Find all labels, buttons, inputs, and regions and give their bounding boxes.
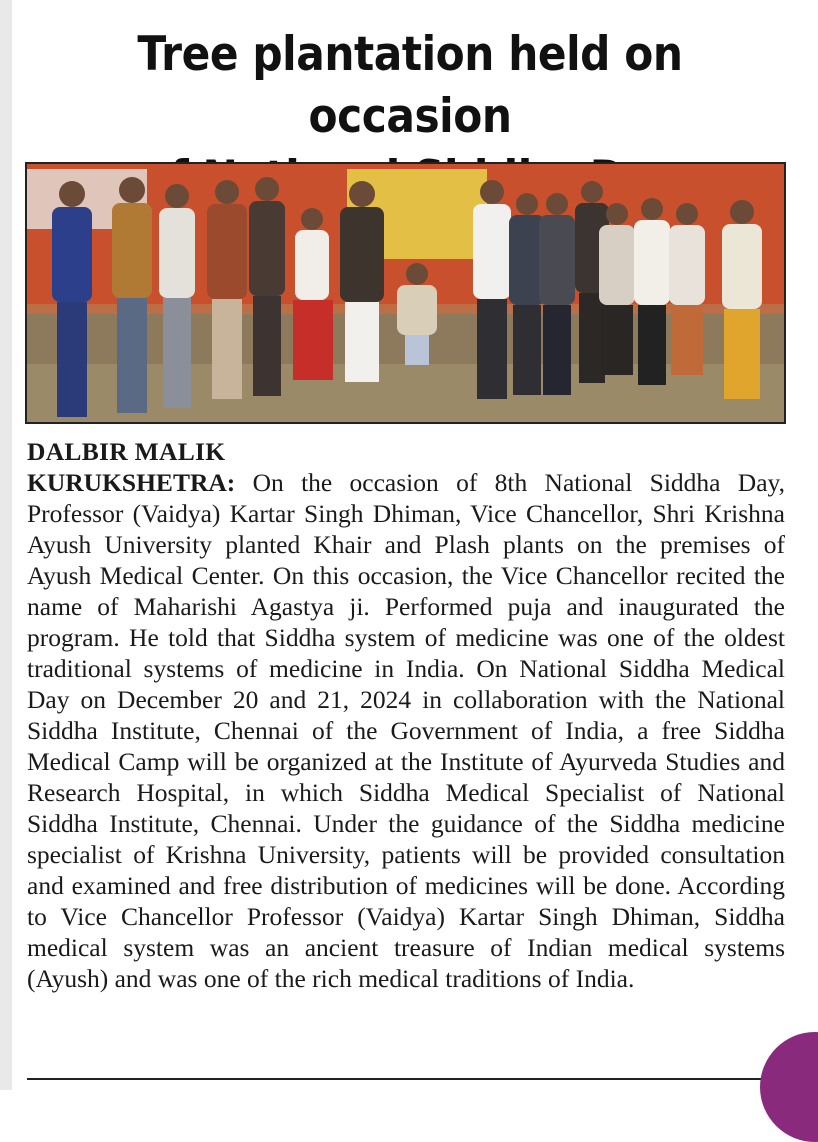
article-body — [27, 436, 785, 994]
byline: DALBIR MALIK — [27, 437, 226, 466]
dateline: KURUKSHETRA: — [27, 468, 253, 497]
headline-line-1: Tree plantation held on occasion — [137, 27, 683, 144]
news-photo — [25, 162, 786, 424]
corner-badge — [760, 1032, 818, 1142]
page-margin — [0, 0, 12, 1090]
bottom-divider — [27, 1078, 767, 1080]
article-text: On the occasion of 8th National Siddha Day, Professor (Vaidya) Kartar Singh Dhiman, Vice Chancellor, Shri Krishna Ayush University planted Khair and Plash plants on the premises of Ayush Medical Center. On this occasion, the Vice Chancellor recited the name of Maharishi Agastya ji. Performed puja and inaugurated the program. He told that Siddha system of medicine was one of the oldest traditional systems of medicine in India. On National Siddha Medical Day on December 20 and 21, 2024 in collaboration with the National Siddha Institute, Chennai of the Government of India, a free Siddha Medical Camp will be organized at the Institute of Ayurveda Studies and Research Hospital, in which Siddha Medical Specialist of National Siddha Institute, Chennai. Under the guidance of the Siddha medicine specialist of Krishna University, patients will be provided consultation and examined and free distribution of medicines will be done. According to Vice Chancellor Professor (Vaidya) Kartar Singh Dhiman, Siddha medical system was an ancient treasure of Indian medical systems (Ayush) and was one of the rich medical traditions of India. — [27, 468, 785, 993]
group-photo-illustration — [27, 164, 784, 422]
article-paragraph — [27, 467, 785, 994]
